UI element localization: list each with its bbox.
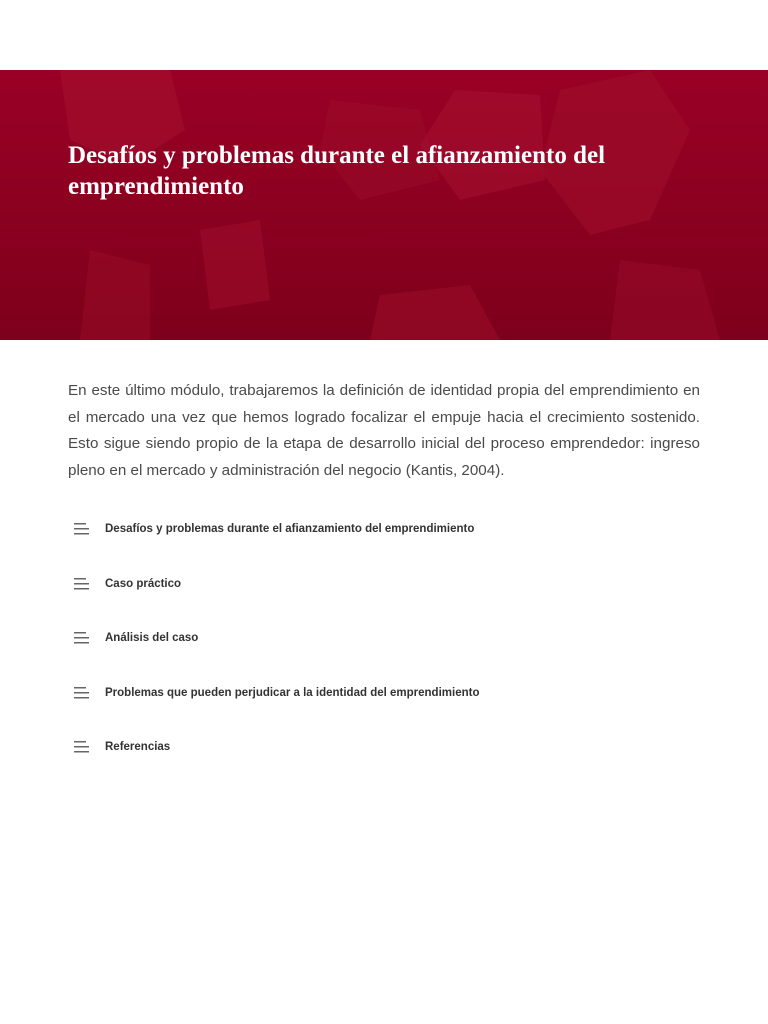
lesson-label: Problemas que pueden perjudicar a la identidad del emprendimiento [105,686,480,699]
lesson-label: Análisis del caso [105,632,199,645]
hero-background-image [0,70,768,340]
lesson-list [68,502,700,775]
intro-paragraph: En este último módulo, trabajaremos la definición de identidad propia del emprendimiento en el mercado una vez que hemos logrado focalizar el empuje hacia el crecimiento sostenido. Esto sigue siendo propio de la etapa de desarrollo inicial del proceso emprendedor: ingreso pleno en el mercado y administración del negocio (Kantis, 2004). [68,382,700,479]
lesson-item-problemas[interactable] [68,666,700,721]
page-title: Desafíos y problemas durante el afianzamiento del emprendimiento [68,142,606,200]
lesson-item-desafios[interactable] [68,502,700,557]
text-lines-icon [68,631,105,645]
hero-banner [0,70,768,340]
text-lines-icon [68,522,105,536]
text-lines-icon [68,740,105,754]
lesson-item-referencias[interactable] [68,720,700,775]
lesson-item-caso-practico[interactable] [68,557,700,612]
text-lines-icon [68,577,105,591]
lesson-item-analisis[interactable] [68,611,700,666]
lesson-label: Caso práctico [105,577,182,590]
lesson-label: Desafíos y problemas durante el afianzamiento del emprendimiento [105,523,475,536]
text-lines-icon [68,686,105,700]
lesson-label: Referencias [105,741,171,754]
